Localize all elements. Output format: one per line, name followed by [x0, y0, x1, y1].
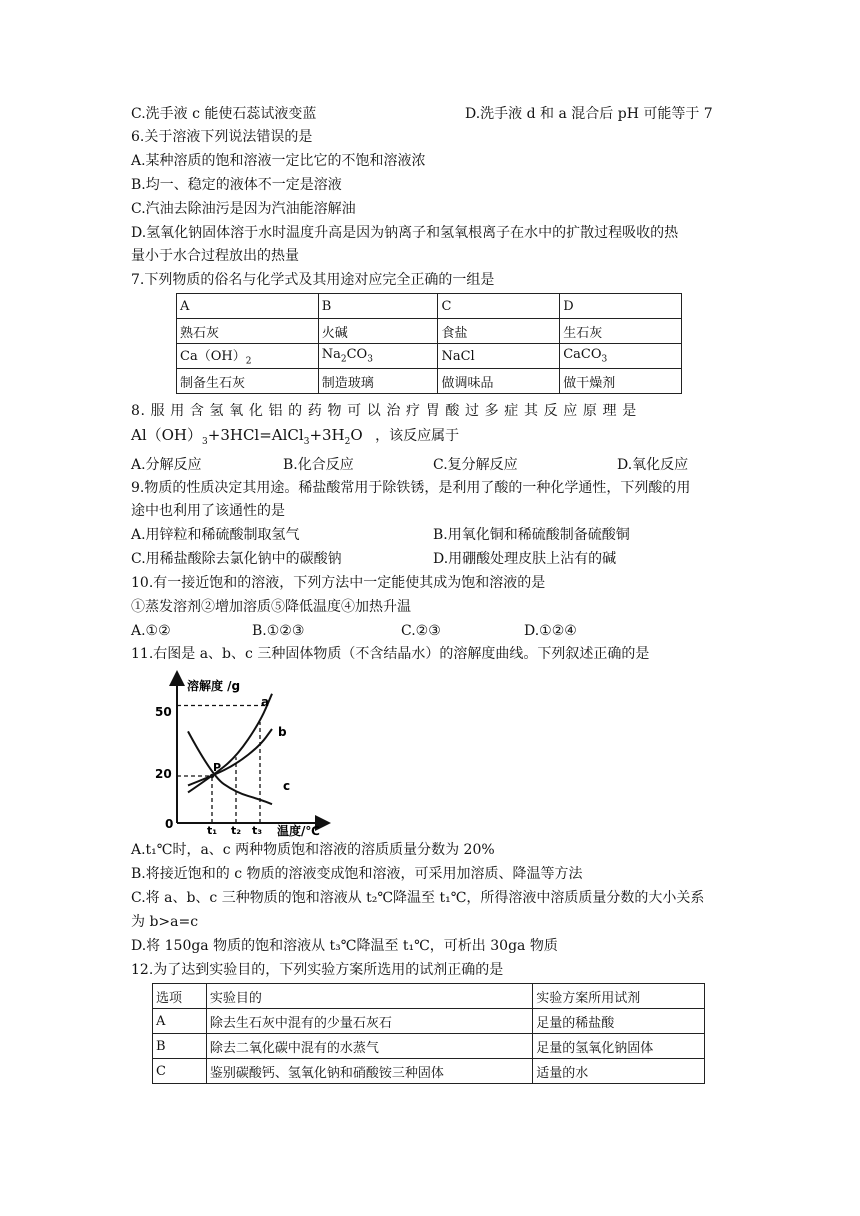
q7-header-row [177, 294, 682, 319]
q6-option-d-line2: 量小于水合过程放出的热量 [131, 248, 299, 264]
q12-cell: 适量的水 [533, 1059, 705, 1084]
q7-formula-row [177, 344, 682, 369]
q6-option-d-line1: D.氢氧化钠固体溶于水时温度升高是因为钠离子和氢氧根离子在水中的扩散过程吸收的热 [131, 225, 679, 241]
q6-option-a: A.某种溶质的饱和溶液一定比它的不饱和溶液浓 [131, 153, 426, 169]
solubility-chart [131, 668, 331, 840]
q11-option-c-line2: 为 b>a=c [131, 914, 199, 930]
y-tick-label: 50 [155, 705, 172, 719]
q6-option-b: B.均一、稳定的液体不一定是溶液 [131, 177, 342, 193]
q12-row [153, 1034, 705, 1059]
q12-header-cell: 选项 [153, 984, 207, 1009]
q12-cell: 足量的氢氧化钠固体 [533, 1034, 705, 1059]
y-tick-label: 20 [155, 767, 172, 781]
q7-cell: 做干燥剂 [560, 369, 682, 394]
q7-name-row [177, 319, 682, 344]
q7-header-cell: C [438, 294, 560, 319]
q10-option-a: A.①② [131, 623, 171, 639]
q12-table [152, 983, 705, 1084]
q7-header-cell: A [177, 294, 319, 319]
q7-table [176, 293, 682, 394]
q11-option-c-line1: C.将 a、b、c 三种物质的饱和溶液从 t₂℃降温至 t₁℃，所得溶液中溶质质量分数的大小关系 [131, 890, 705, 906]
q8-stem: 8. 服 用 含 氢 氧 化 铝 的 药 物 可 以 治 疗 胃 酸 过 多 症 其 反 应 原 理 是 [131, 403, 637, 419]
x-tick-label: t₃ [252, 824, 263, 837]
q7-header-cell: D [560, 294, 682, 319]
q8-option-a: A.分解反应 [131, 457, 202, 473]
point-p-label: P [213, 761, 222, 774]
q9-option-c: C.用稀盐酸除去氯化钠中的碳酸钠 [131, 551, 342, 567]
q12-stem: 12.为了达到实验目的，下列实验方案所选用的试剂正确的是 [131, 962, 504, 978]
q11-option-b: B.将接近饱和的 c 物质的溶液变成饱和溶液，可采用加溶质、降温等方法 [131, 866, 583, 882]
q7-cell: 制备生石灰 [177, 369, 319, 394]
q10-option-c: C.②③ [401, 623, 441, 639]
q7-cell: 熟石灰 [177, 319, 319, 344]
x-tick-label: t₁ [207, 824, 218, 837]
q12-cell: 足量的稀盐酸 [533, 1009, 705, 1034]
q8-option-b: B.化合反应 [283, 457, 354, 473]
q8-equation-line [131, 425, 459, 452]
q12-row [153, 1009, 705, 1034]
q5-option-c: C.洗手液 c 能使石蕊试液变蓝 [131, 106, 317, 122]
q12-cell: 鉴别碳酸钙、氢氧化钠和硝酸铵三种固体 [206, 1059, 532, 1084]
q8-equation: $Al(OH)_3+3HCl=AlCl_3+3H_2O$ [131, 426, 363, 447]
q7-header-cell: B [318, 294, 438, 319]
q7-formula-a: $Ca(OH)_2$ [177, 344, 319, 369]
q6-stem: 6.关于溶液下列说法错误的是 [131, 129, 313, 145]
q12-cell: B [153, 1034, 207, 1059]
q7-formula-b: $Na_2CO_3$ [318, 344, 438, 369]
q7-cell: 做调味品 [438, 369, 560, 394]
q11-option-d: D.将 150ga 物质的饱和溶液从 t₃℃降温至 t₁℃，可析出 30ga 物质 [131, 938, 558, 954]
q11-option-a: A.t₁℃时，a、c 两种物质饱和溶液的溶质质量分数为 20% [131, 842, 495, 858]
q8-tail: ，该反应属于 [375, 428, 460, 444]
q12-header-cell: 实验方案所用试剂 [533, 984, 705, 1009]
q9-stem-line2: 途中也利用了该通性的是 [131, 503, 285, 519]
q9-stem-line1: 9.物质的性质决定其用途。稀盐酸常用于除铁锈，是利用了酸的一种化学通性，下列酸的用 [131, 480, 691, 496]
q7-formula-c: NaCl [438, 344, 560, 369]
curve-label-a: a [261, 695, 270, 709]
q10-option-d: D.①②④ [524, 623, 577, 639]
point-p [210, 774, 214, 778]
q7-use-row [177, 369, 682, 394]
x-axis-label: 温度/℃ [277, 824, 320, 838]
q7-cell: 生石灰 [560, 319, 682, 344]
q6-option-c: C.汽油去除油污是因为汽油能溶解油 [131, 201, 356, 217]
q12-cell: A [153, 1009, 207, 1034]
q5-option-d: D.洗手液 d 和 a 混合后 pH 可能等于 7 [465, 106, 713, 122]
y-axis-label: 溶解度 /g [187, 679, 241, 693]
curve-label-c: c [283, 779, 291, 793]
q9-option-d: D.用硼酸处理皮肤上沾有的碱 [433, 551, 617, 567]
q10-methods: ①蒸发溶剂②增加溶质⑤降低温度④加热升温 [131, 599, 411, 615]
q12-cell: 除去生石灰中混有的少量石灰石 [206, 1009, 532, 1034]
q12-row [153, 1059, 705, 1084]
q9-option-b: B.用氧化铜和稀硫酸制备硫酸铜 [433, 527, 630, 543]
q9-option-a: A.用锌粒和稀硫酸制取氢气 [131, 527, 300, 543]
q7-cell: 火碱 [318, 319, 438, 344]
q10-stem: 10.有一接近饱和的溶液，下列方法中一定能使其成为饱和溶液的是 [131, 575, 546, 591]
q12-cell: 除去二氧化碳中混有的水蒸气 [206, 1034, 532, 1059]
q7-formula-d: CaCO$_3$ [560, 344, 682, 369]
q8-option-d: D.氧化反应 [617, 457, 689, 473]
q11-stem: 11.右图是 a、b、c 三种固体物质（不含结晶水）的溶解度曲线。下列叙述正确的是 [131, 646, 650, 662]
q12-header-cell: 实验目的 [206, 984, 532, 1009]
q12-cell: C [153, 1059, 207, 1084]
q7-stem: 7.下列物质的俗名与化学式及其用途对应完全正确的一组是 [131, 272, 495, 288]
q8-option-c: C.复分解反应 [433, 457, 518, 473]
origin-label: 0 [165, 817, 174, 831]
q10-option-b: B.①②③ [252, 623, 305, 639]
q7-cell: 食盐 [438, 319, 560, 344]
x-tick-label: t₂ [231, 824, 242, 837]
q7-cell: 制造玻璃 [318, 369, 438, 394]
curve-label-b: b [278, 725, 287, 739]
q12-header-row [153, 984, 705, 1009]
